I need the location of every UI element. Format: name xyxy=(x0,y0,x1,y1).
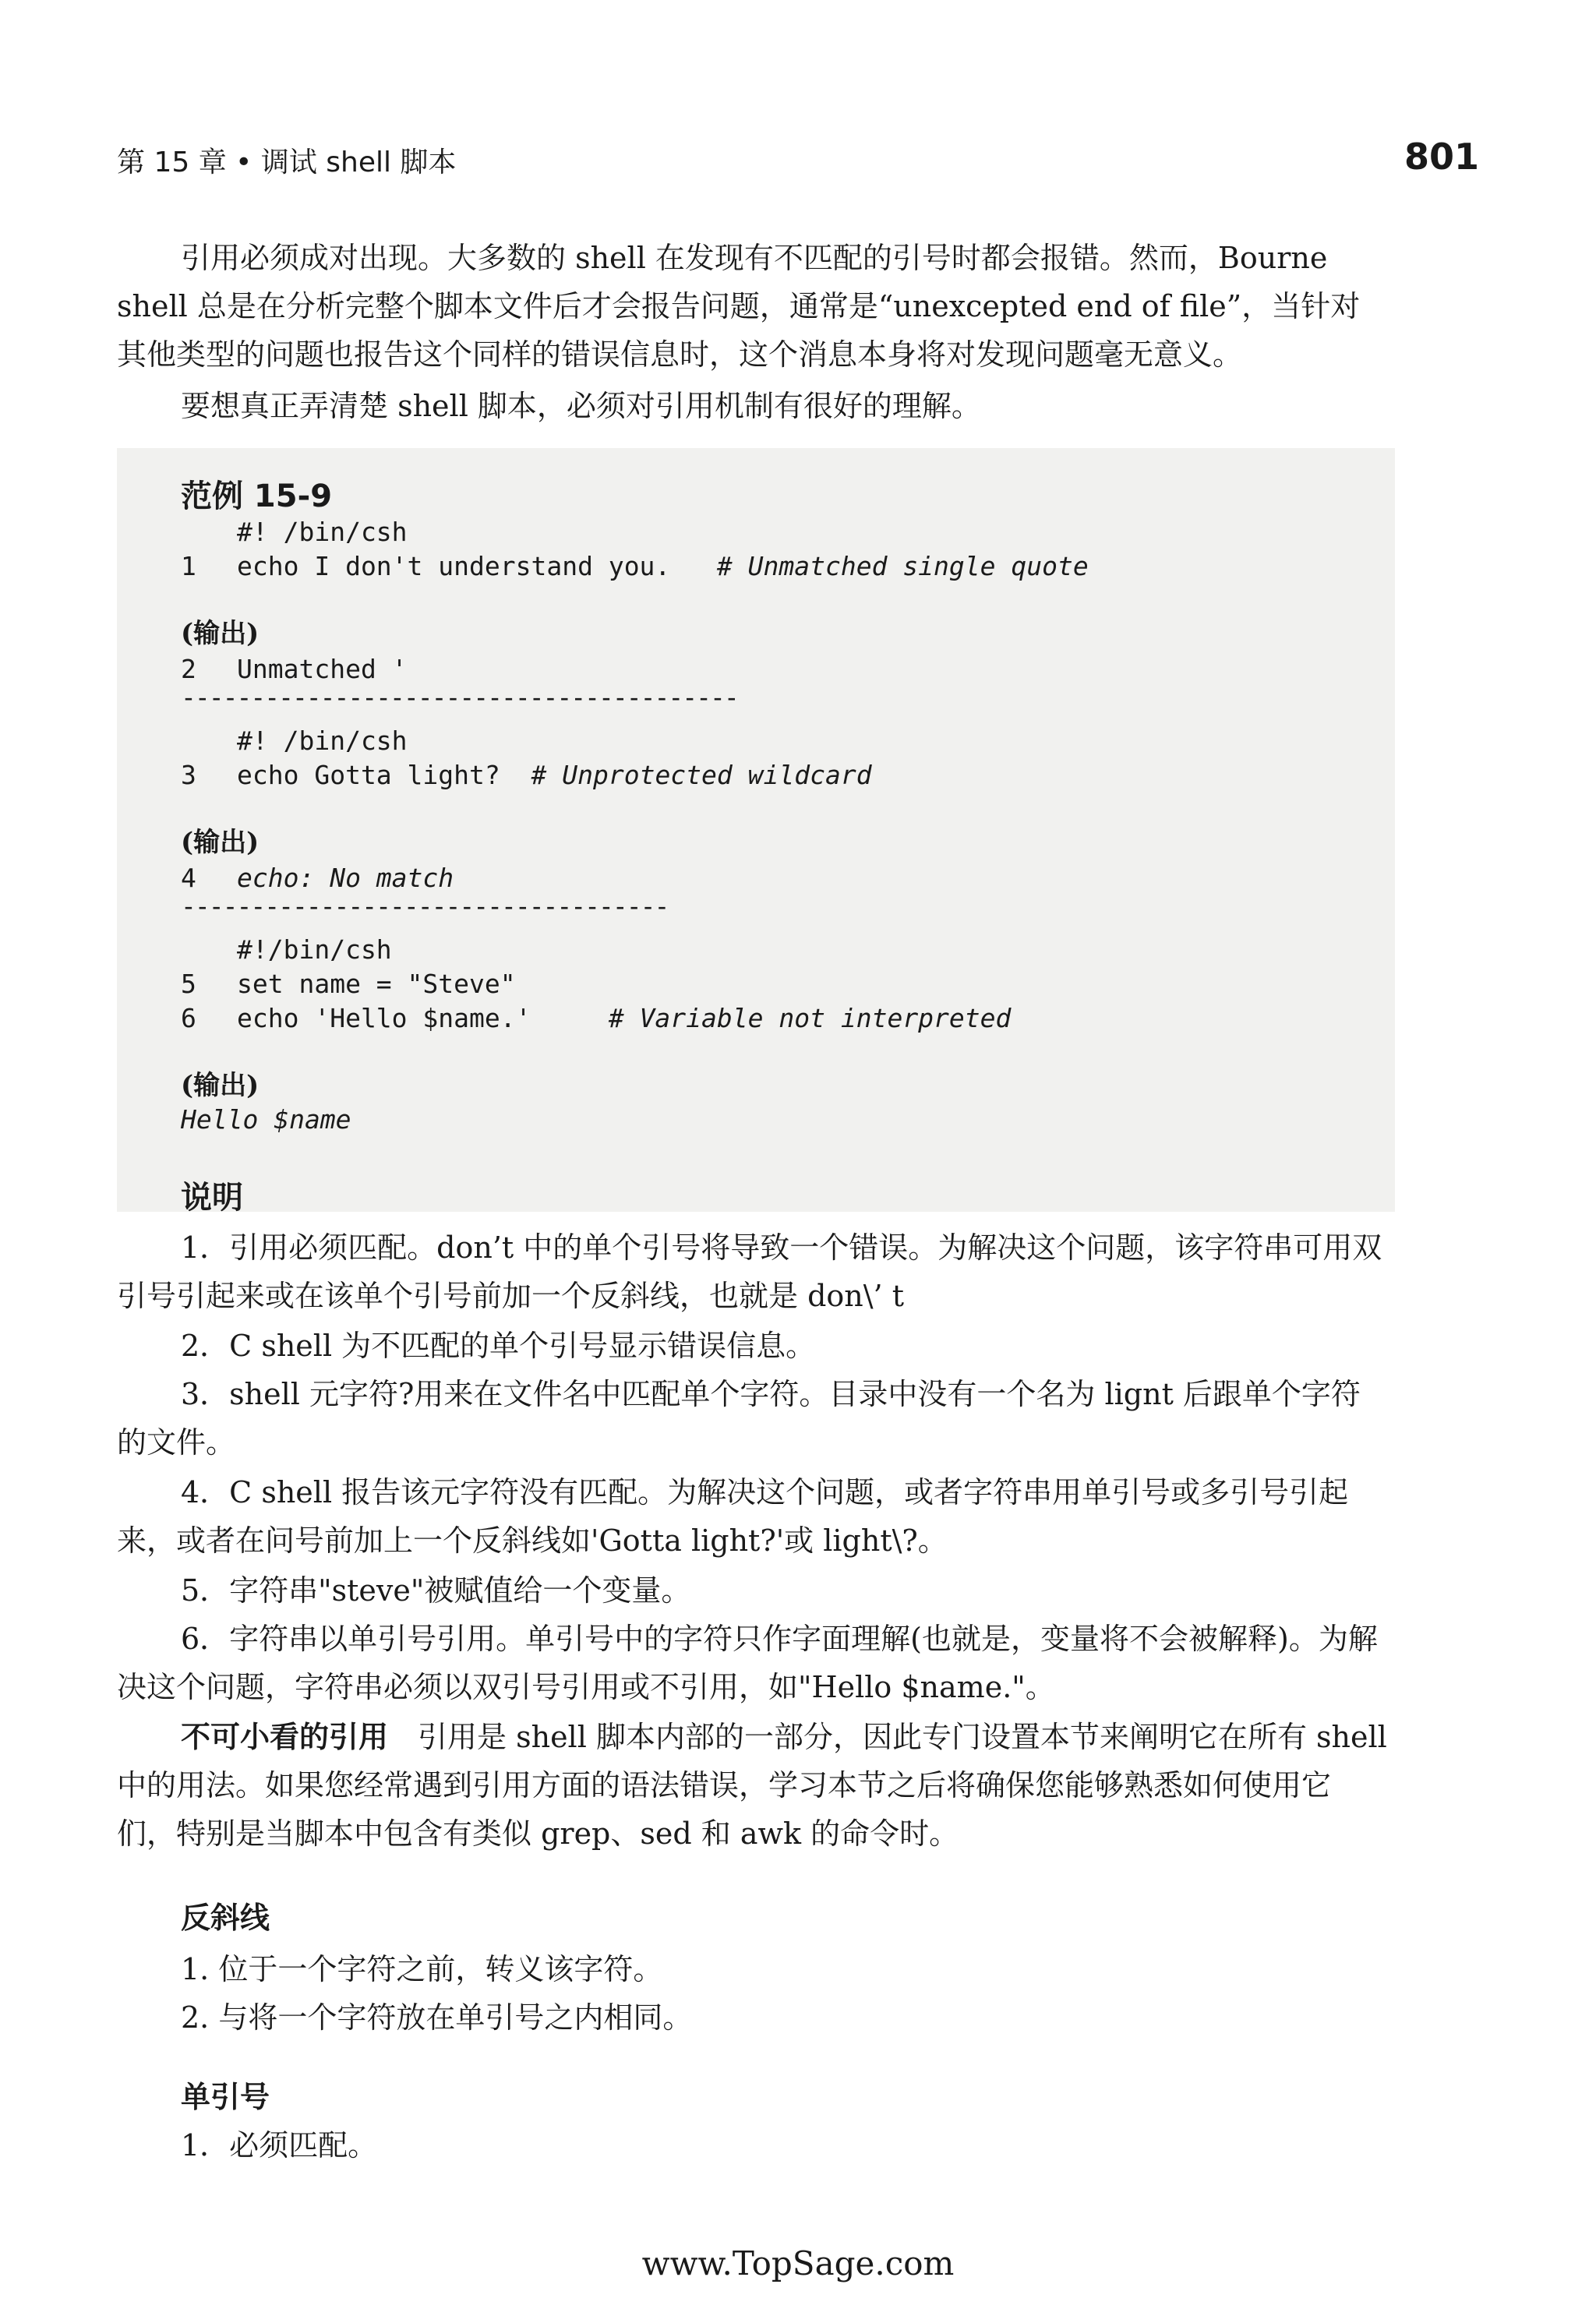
list-item: 1．必须匹配。 xyxy=(181,2128,378,2162)
output-label: (输出) xyxy=(181,827,260,858)
section-title-backslash: 反斜线 xyxy=(181,1901,270,1935)
note-4: 4．C shell 报告该元字符没有匹配。为解决这个问题，或者字符串用单引号或多引号引起来，或者在问号前加上一个反斜线如'Gotta light?'或 light\?。 xyxy=(117,1475,1349,1558)
code-line: #! /bin/csh xyxy=(237,517,408,547)
code-line: 3 echo Gotta light? # Unprotected wildcard xyxy=(181,760,872,790)
note-6: 6．字符串以单引号引用。单引号中的字符只作字面理解(也就是，变量将不会被解释)。为解决这个问题，字符串必须以双引号引用或不引用，如"Hello $name."。 xyxy=(117,1622,1378,1704)
section-title-single-quote: 单引号 xyxy=(181,2080,270,2114)
output-line: 4 echo: No match xyxy=(181,863,454,893)
code-comment: # Unprotected wildcard xyxy=(531,760,872,790)
example-title: 范例 15-9 xyxy=(181,478,333,514)
code-line: #!/bin/csh xyxy=(237,934,392,965)
note-1: 1．引用必须匹配。don’t 中的单个引号将导致一个错误。为解决这个问题，该字符串可用双引号引起来或在该单个引号前加一个反斜线，也就是 don\’ t xyxy=(117,1230,1382,1313)
output-line: 2 Unmatched ' xyxy=(181,654,408,684)
list-item: 1. 位于一个字符之前，转义该字符。 xyxy=(181,1952,663,1986)
code-comment: # Unmatched single quote xyxy=(716,551,1089,581)
example-box xyxy=(117,448,1395,1216)
code-line: 5 set name = "Steve" xyxy=(181,969,516,999)
list-item: 2. 与将一个字符放在单引号之内相同。 xyxy=(181,2000,693,2035)
chapter-title: 第 15 章 • 调试 shell 脚本 xyxy=(117,147,457,178)
separator: ----------------------------------- xyxy=(181,891,669,921)
note-2: 2．C shell 为不匹配的单个引号显示错误信息。 xyxy=(181,1329,816,1363)
code-comment: # Variable not interpreted xyxy=(608,1003,1012,1033)
output-label: (输出) xyxy=(181,618,260,649)
running-header xyxy=(117,136,1479,187)
note-3: 3．shell 元字符?用来在文件名中匹配单个字符。目录中没有一个名为 lignt 后跟单个字符的文件。 xyxy=(117,1377,1361,1460)
explanation-title: 说明 xyxy=(181,1180,243,1216)
separator: ---------------------------------------- xyxy=(181,682,738,712)
output-line: Hello $name xyxy=(181,1104,351,1135)
quoting-keyword: 不可小看的引用 xyxy=(181,1720,389,1754)
note-5: 5．字符串"steve"被赋值给一个变量。 xyxy=(181,1573,691,1608)
code-line: #! /bin/csh xyxy=(237,726,408,756)
intro-paragraph: 引用必须成对出现。大多数的 shell 在发现有不匹配的引号时都会报错。然而，Bourne shell 总是在分析完整个脚本文件后才会报告问题，通常是“unexcepted end of file”，当针对其他类型的问题也报告这个同样的错误信息时，这个消息本身将对发现问题毫无意义。 xyxy=(117,241,1361,372)
code-line: 6 echo 'Hello $name.' # Variable not interpreted xyxy=(181,1003,1012,1033)
code-line: 1 echo I don't understand you. # Unmatched single quote xyxy=(181,551,1089,581)
output-label: (输出) xyxy=(181,1070,260,1101)
footer-url: www.TopSage.com xyxy=(641,2244,955,2282)
page-number: 801 xyxy=(1404,136,1479,178)
quoting-paragraph: 不可小看的引用 引用是 shell 脚本内部的一部分，因此专门设置本节来阐明它在所有 shell 中的用法。如果您经常遇到引用方面的语法错误，学习本节之后将确保您能够熟悉如何使用它们，特别是当脚本中包含有类似 grep、sed 和 awk 的命令时。 xyxy=(117,1720,1387,1851)
intro-paragraph-2: 要想真正弄清楚 shell 脚本，必须对引用机制有很好的理解。 xyxy=(181,389,981,423)
